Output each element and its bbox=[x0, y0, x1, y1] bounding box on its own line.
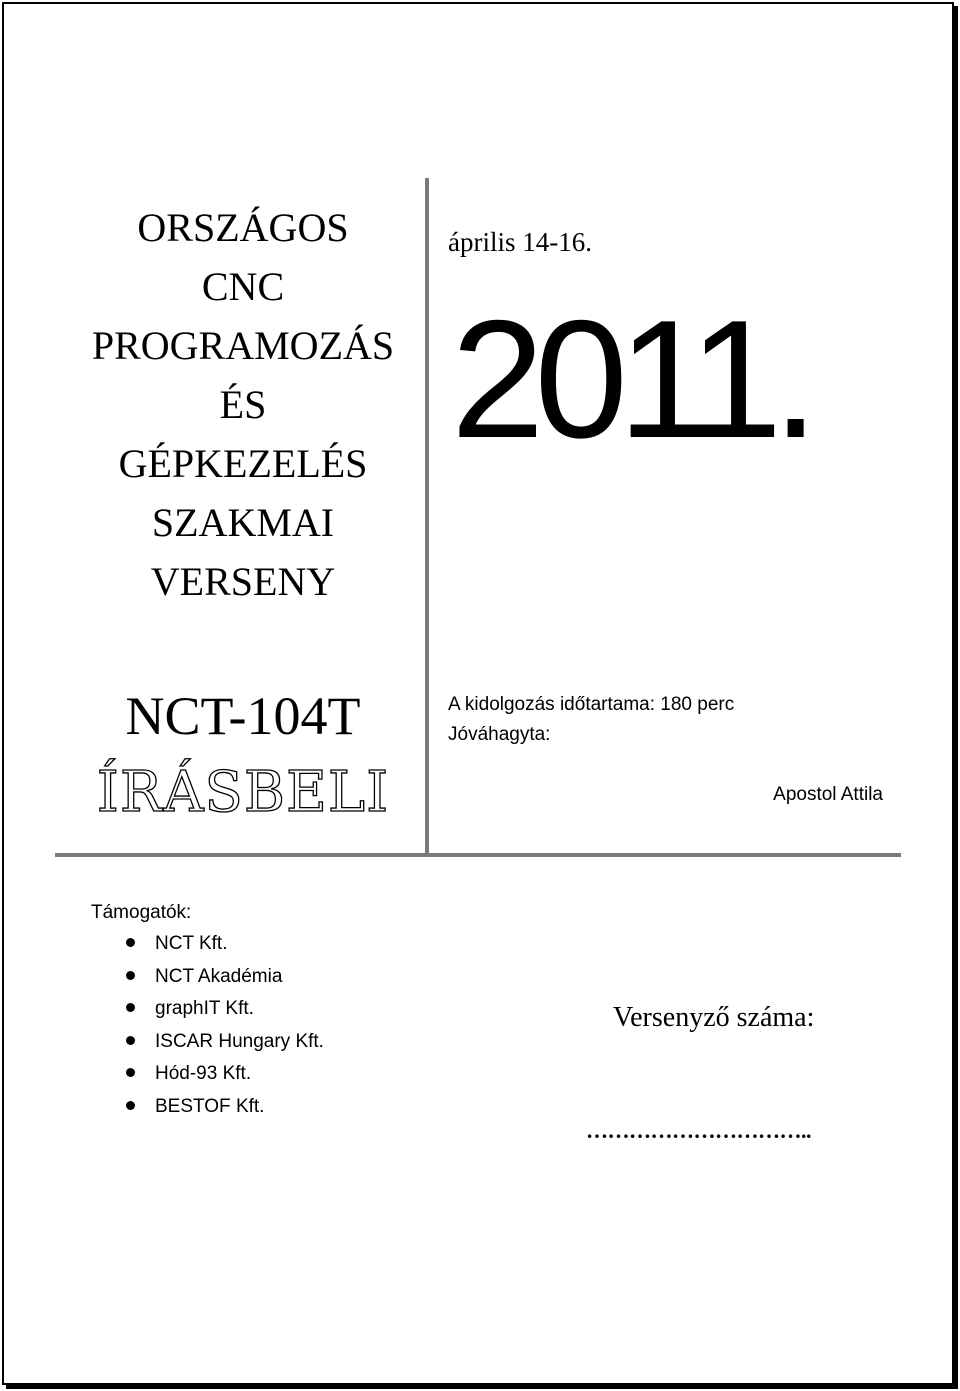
sponsor-item bbox=[100, 964, 324, 997]
sponsor-name: NCT Akadémia bbox=[155, 965, 283, 987]
title-line: ÉS bbox=[219, 382, 267, 427]
bullet-icon bbox=[126, 1101, 135, 1110]
exam-duration: A kidolgozás időtartama: 180 perc bbox=[448, 694, 735, 715]
title-line: VERSENY bbox=[150, 559, 336, 604]
sponsors-heading: Támogatók: bbox=[91, 902, 192, 923]
sponsor-name: ISCAR Hungary Kft. bbox=[155, 1030, 324, 1052]
competition-year: 2011. bbox=[451, 285, 809, 473]
title-line: GÉPKEZELÉS bbox=[118, 441, 368, 486]
horizontal-divider bbox=[55, 853, 901, 857]
bullet-icon bbox=[126, 1036, 135, 1045]
title-line: SZAKMAI bbox=[151, 500, 335, 545]
sponsor-name: graphIT Kft. bbox=[155, 998, 254, 1019]
approved-by-label: Jóváhagyta: bbox=[448, 724, 551, 745]
sponsor-name: BESTOF Kft. bbox=[155, 1095, 265, 1117]
sponsor-item bbox=[100, 1094, 324, 1127]
exam-code: NCT-104T bbox=[125, 686, 361, 746]
competition-date: április 14-16. bbox=[448, 227, 592, 257]
title-line: ORSZÁGOS bbox=[137, 205, 349, 250]
sponsor-name: Hód-93 Kft. bbox=[155, 1063, 252, 1084]
bullet-icon bbox=[126, 938, 135, 947]
sponsor-item bbox=[100, 931, 324, 964]
competition-title bbox=[58, 198, 428, 611]
bullet-icon bbox=[126, 1003, 135, 1012]
bullet-icon bbox=[126, 971, 135, 980]
sponsors-list bbox=[100, 931, 324, 1126]
sponsor-item bbox=[100, 996, 324, 1029]
bullet-icon bbox=[126, 1068, 135, 1077]
sponsor-item bbox=[100, 1061, 324, 1094]
title-line: PROGRAMOZÁS bbox=[91, 323, 395, 368]
competitor-number-label: Versenyző száma: bbox=[613, 1002, 815, 1033]
approver-name: Apostol Attila bbox=[773, 784, 883, 805]
sponsor-item bbox=[100, 1029, 324, 1062]
title-line: CNC bbox=[201, 264, 285, 309]
exam-type: ÍRÁSBELI bbox=[96, 760, 390, 825]
competitor-number-field[interactable]: ………………………….. bbox=[586, 1118, 811, 1143]
sponsor-name: NCT Kft. bbox=[155, 933, 228, 954]
